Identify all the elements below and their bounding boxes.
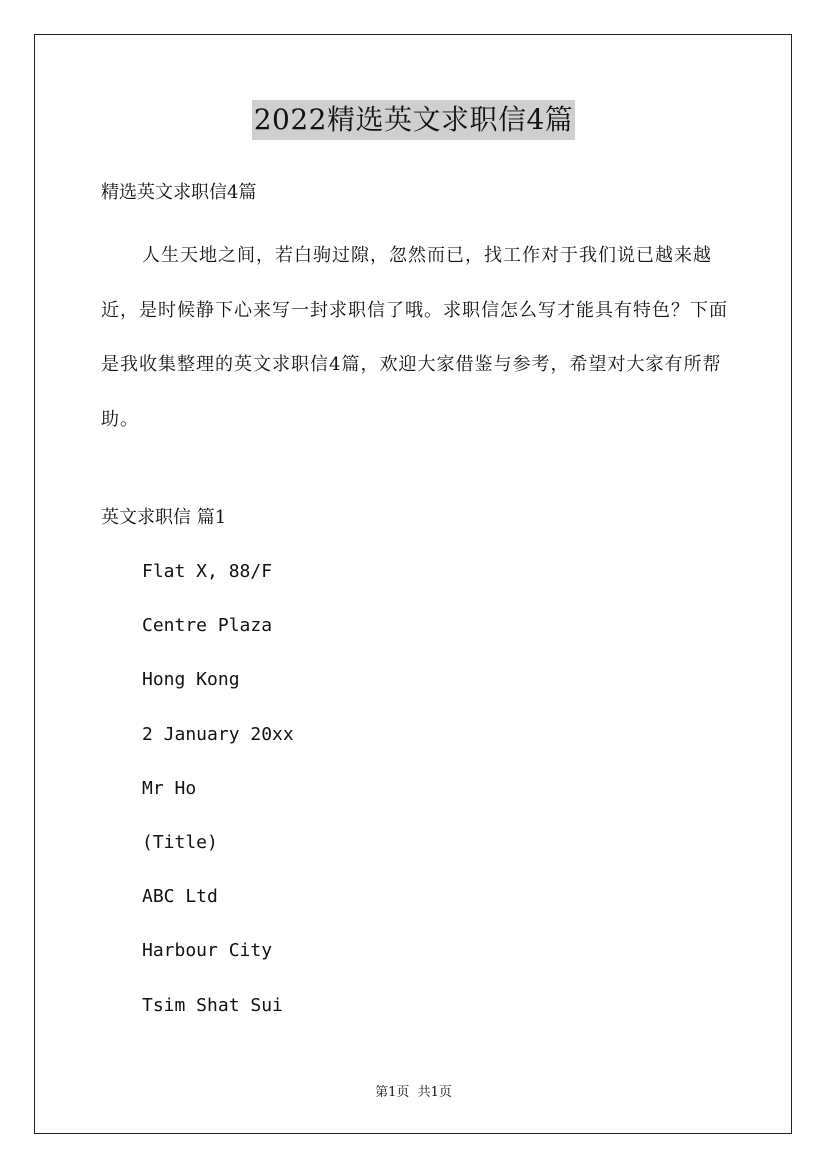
intro-paragraph: 人生天地之间，若白驹过隙，忽然而已，找工作对于我们说已越来越近，是时候静下心来写一封求职信了哦。求职信怎么写才能具有特色？下面是我收集整理的英文求职信4篇，欢迎大家借鉴与参考，希望对大家有所帮助。 xyxy=(101,245,728,430)
address-line-sender-building: Centre Plaza xyxy=(142,615,273,637)
document-subtitle: 精选英文求职信4篇 xyxy=(101,182,257,203)
section-heading: 英文求职信 篇1 xyxy=(101,507,227,528)
address-line-sender-flat: Flat X, 88/F xyxy=(142,561,273,582)
document-title: 2022精选英文求职信4篇 xyxy=(252,100,576,140)
address-line-recipient-title: (Title) xyxy=(142,831,218,853)
address-line-district: Tsim Shat Sui xyxy=(142,994,283,1016)
address-line-date: 2 January 20xx xyxy=(142,723,294,745)
address-line-company-location: Harbour City xyxy=(142,940,273,962)
address-line-company: ABC Ltd xyxy=(142,886,218,908)
address-line-sender-city: Hong Kong xyxy=(142,669,240,691)
title-container xyxy=(0,100,827,140)
page-footer: 第1页 共1页 xyxy=(375,1085,452,1100)
address-block xyxy=(142,559,294,1047)
address-line-recipient-name: Mr Ho xyxy=(142,777,197,799)
